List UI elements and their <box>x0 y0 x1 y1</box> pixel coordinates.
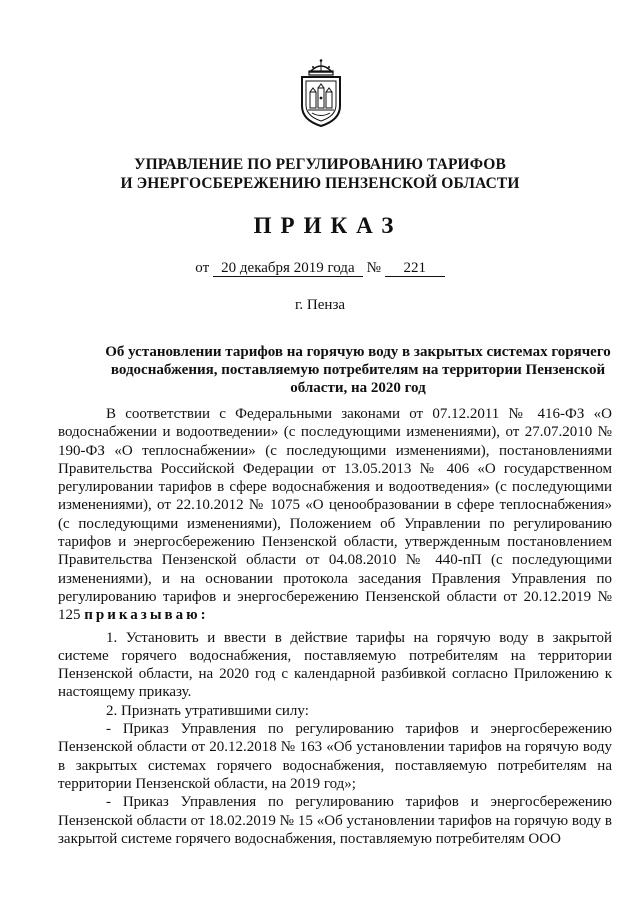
coat-of-arms-icon <box>296 58 346 128</box>
date-prefix: от <box>195 260 210 276</box>
order-number: 221 <box>385 260 445 277</box>
order-date: 20 декабря 2019 года <box>213 260 363 277</box>
number-sign: № <box>366 260 381 276</box>
preamble-paragraph <box>58 405 612 625</box>
item-2a-paragraph: - Приказ Управления по регулированию тарифов и энергосбережению Пензенской области от 20.12.2018 № 163 «Об установлении тарифов на горячую воду в закрытых системах горячего водоснабжения, поставляемую потребителям на территории Пензенской области, на 2019 год»; <box>58 721 612 792</box>
city: г. Пенза <box>294 297 346 313</box>
date-number-line <box>0 259 640 278</box>
order-body <box>58 405 612 848</box>
agency-name-line-2: И ЭНЕРГОСБЕРЕЖЕНИЮ ПЕНЗЕНСКОЙ ОБЛАСТИ <box>120 175 520 192</box>
order-word: приказываю: <box>84 607 209 624</box>
item-1-paragraph: 1. Установить и ввести в действие тарифы на горячую воду в закрытой системе горячего водоснабжения, поставляемую потребителям на территории Пензенской области, на 2020 год с календарной разбивкой согласно Приложению к настоящему приказу. <box>58 629 612 701</box>
document-type-title: ПРИКАЗ <box>253 213 403 238</box>
agency-name-line-1: УПРАВЛЕНИЕ ПО РЕГУЛИРОВАНИЮ ТАРИФОВ <box>134 156 506 173</box>
item-2b-paragraph: - Приказ Управления по регулированию тарифов и энергосбережению Пензенской области от 18.02.2019 № 15 «Об установлении тарифов на горячую воду в закрытой системе горячего водоснабжения, поставляемую потребителям ООО <box>58 794 612 847</box>
preamble-text: В соответствии с Федеральными законами от 07.12.2011 № 416-ФЗ «О водоснабжении и водоотведении» (с последующими изменениями), от 27.07.2010 № 190-ФЗ «О теплоснабжении» (с последующими изменениями), постановлениями Правительства Российской Федерации от 13.05.2013 № 406 «О государственном регулировании тарифов в сфере водоснабжения и водоотведения» (с последующими изменениями), от 22.10.2012 № 1075 «О ценообразовании в сфере теплоснабжения» (с последующими изменениями), Положением об Управлении по регулированию тарифов и энергосбережению Пензенской области, утвержденным постановлением Правительства Пензенской области от 04.08.2010 № 440-пП (с последующими изменениями), и на основании протокола заседания Правления Управления по регулированию тарифов и энергосбережению Пензенской области от 20.12.2019 № 125 <box>58 406 612 624</box>
item-2-paragraph: 2. Признать утратившими силу: <box>106 702 309 719</box>
order-subject-heading: Об установлении тарифов на горячую воду в закрытых системах горячего водоснабжения, поставляемую потребителям на территории Пензенской области, на 2020 год <box>105 344 611 396</box>
